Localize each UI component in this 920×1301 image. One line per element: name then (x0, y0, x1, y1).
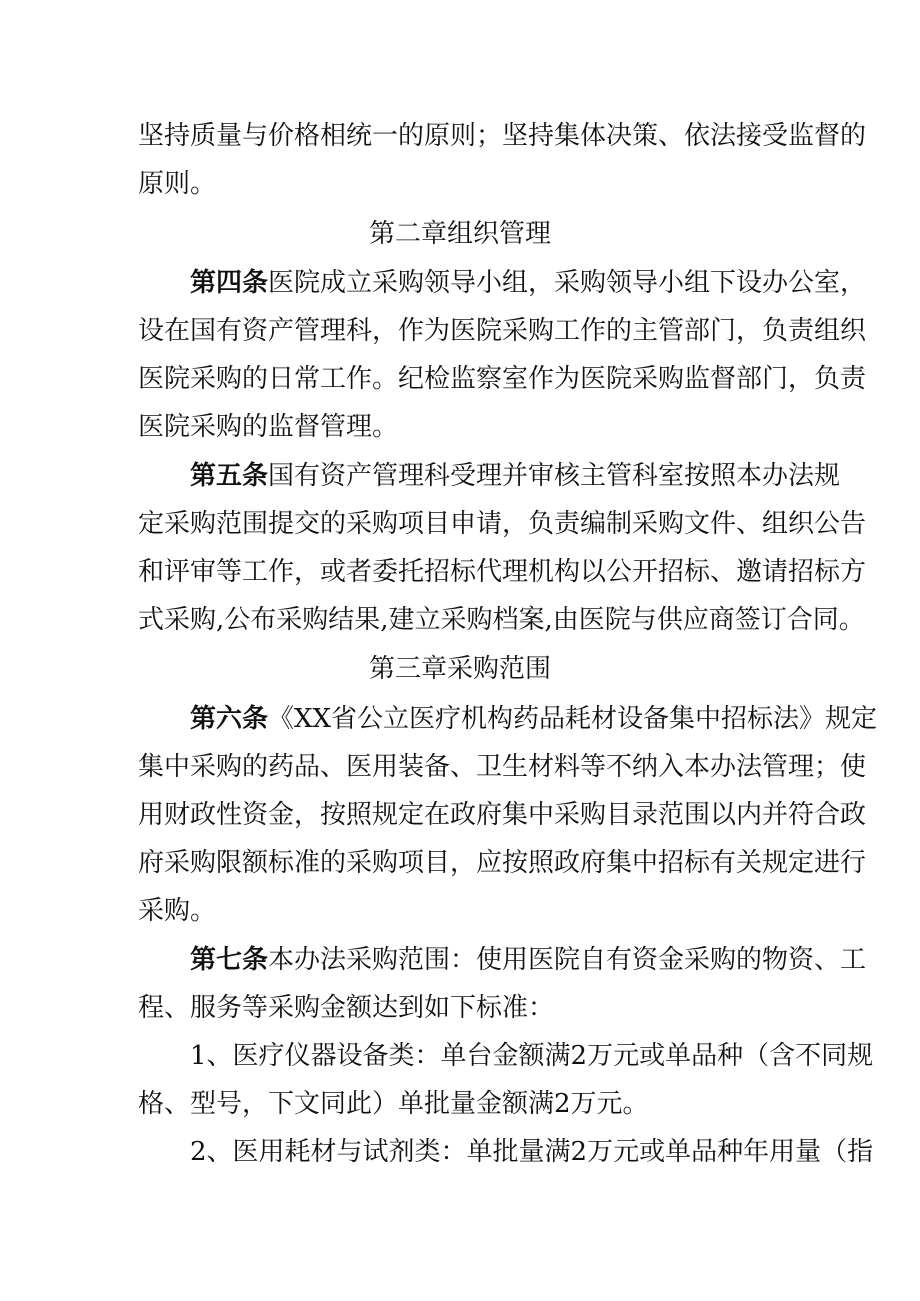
chapter-2-title: 第二章组织管理 (368, 219, 551, 249)
article-7-text-1: 本办法采购范围：使用医院自有资金采购的物资、工 (268, 945, 867, 975)
item-1-line-1: 1、医疗仪器设备类：单台金额满2万元或单品种（含不同规 (190, 1041, 874, 1071)
article-6-line-4: 府采购限额标准的采购项目，应按照政府集中招标有关规定进行 (138, 848, 867, 878)
intro-line-1: 坚持质量与价格相统一的原则；坚持集体决策、依法接受监督的 (138, 121, 867, 151)
article-6-line-5: 采购。 (138, 896, 217, 926)
item-2-line-1: 2、医用耗材与试剂类：单批量满2万元或单品种年用量（指 (190, 1137, 874, 1167)
article-5-line-1 (190, 460, 841, 492)
article-6-line-2: 集中采购的药品、医用装备、卫生材料等不纳入本办法管理；使 (138, 752, 867, 782)
article-5-text-1: 国有资产管理科受理并审核主管科室按照本办法规 (268, 461, 841, 491)
intro-line-2: 原则。 (138, 169, 217, 199)
article-4-line-1 (190, 267, 867, 299)
article-6-line-1 (190, 703, 878, 735)
article-7-line-1 (190, 944, 867, 976)
article-7-line-2: 程、服务等采购金额达到如下标准： (138, 993, 555, 1023)
article-4-text-1: 医院成立采购领导小组，采购领导小组下设办公室， (268, 268, 867, 298)
article-7-label: 第七条 (190, 945, 269, 975)
article-4-label: 第四条 (190, 268, 269, 298)
article-5-line-4: 式采购,公布采购结果,建立采购档案,由医院与供应商签订合同。 (138, 605, 865, 635)
article-4-line-4: 医院采购的监督管理。 (138, 412, 399, 442)
item-1-line-2: 格、型号，下文同此）单批量金额满2万元。 (138, 1089, 649, 1119)
article-4-line-3: 医院采购的日常工作。纪检监察室作为医院采购监督部门，负责 (138, 364, 867, 394)
article-5-line-2: 定采购范围提交的采购项目申请，负责编制采购文件、组织公告 (138, 509, 867, 539)
article-6-label: 第六条 (190, 704, 269, 734)
chapter-3-title: 第三章采购范围 (368, 654, 551, 684)
article-6-text-1: 《XX省公立医疗机构药品耗材设备集中招标法》规定 (268, 704, 878, 734)
article-4-line-2: 设在国有资产管理科，作为医院采购工作的主管部门，负责组织 (138, 316, 867, 346)
article-5-label: 第五条 (190, 461, 269, 491)
article-6-line-3: 用财政性资金，按照规定在政府集中采购目录范围以内并符合政 (138, 800, 867, 830)
article-5-line-3: 和评审等工作，或者委托招标代理机构以公开招标、邀请招标方 (138, 557, 867, 587)
